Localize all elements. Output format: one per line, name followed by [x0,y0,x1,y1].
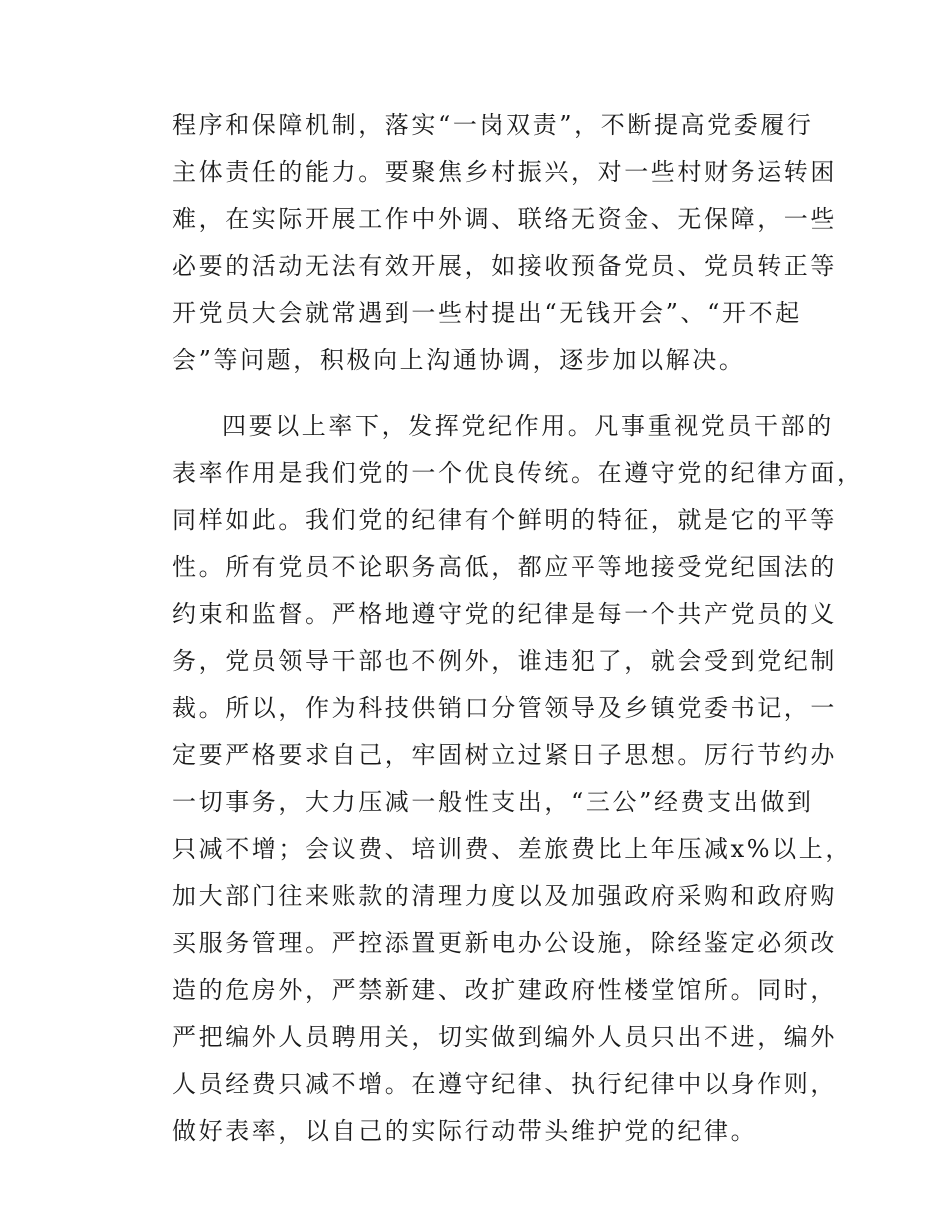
text-line: 做好表率，以自己的实际行动带头维护党的纪律。 [172,1117,758,1145]
text-line: 只减不增；会议费、培训费、差旅费比上年压减x%以上， [172,835,852,863]
text-line: 加大部门往来账款的清理力度以及加强政府采购和政府购 [172,882,837,910]
text-line: 一切事务，大力压减一般性支出，“三公”经费支出做到 [172,788,814,816]
text-line: 买服务管理。严控添置更新电办公设施，除经鉴定必须改 [172,929,837,957]
text-line: 严把编外人员聘用关，切实做到编外人员只出不进，编外 [172,1023,837,1051]
text-line: 性。所有党员不论职务高低，都应平等地接受党纪国法的 [172,553,837,581]
text-line: 程序和保障机制，落实“一岗双责”，不断提高党委履行 [172,111,814,139]
text-line: 裁。所以，作为科技供销口分管领导及乡镇党委书记，一 [172,694,837,722]
text-line: 难，在实际开展工作中外调、联络无资金、无保障，一些 [172,205,837,233]
text-line: 约束和监督。严格地遵守党的纪律是每一个共产党员的义 [172,600,837,628]
text-line: 造的危房外，严禁新建、改扩建政府性楼堂馆所。同时， [172,976,837,1004]
text-line: 开党员大会就常遇到一些村提出“无钱开会”、“开不起 [172,299,802,327]
text-line: 人员经费只减不增。在遵守纪律、执行纪律中以身作则， [172,1070,837,1098]
text-line: 务，党员领导干部也不例外，谁违犯了，就会受到党纪制 [172,647,837,675]
text-line: 同样如此。我们党的纪律有个鲜明的特征，就是它的平等 [172,506,837,534]
text-line: 四要以上率下，发挥党纪作用。凡事重视党员干部的 [222,412,834,440]
text-line: 主体责任的能力。要聚焦乡村振兴，对一些村财务运转困 [172,158,837,186]
text-line: 表率作用是我们党的一个优良传统。在遵守党的纪律方面， [172,459,864,487]
text-line: 必要的活动无法有效开展，如接收预备党员、党员转正等 [172,252,837,280]
text-line: 定要严格要求自己，牢固树立过紧日子思想。厉行节约办 [172,741,837,769]
text-line: 会”等问题，积极向上沟通协调，逐步加以解决。 [172,346,746,374]
